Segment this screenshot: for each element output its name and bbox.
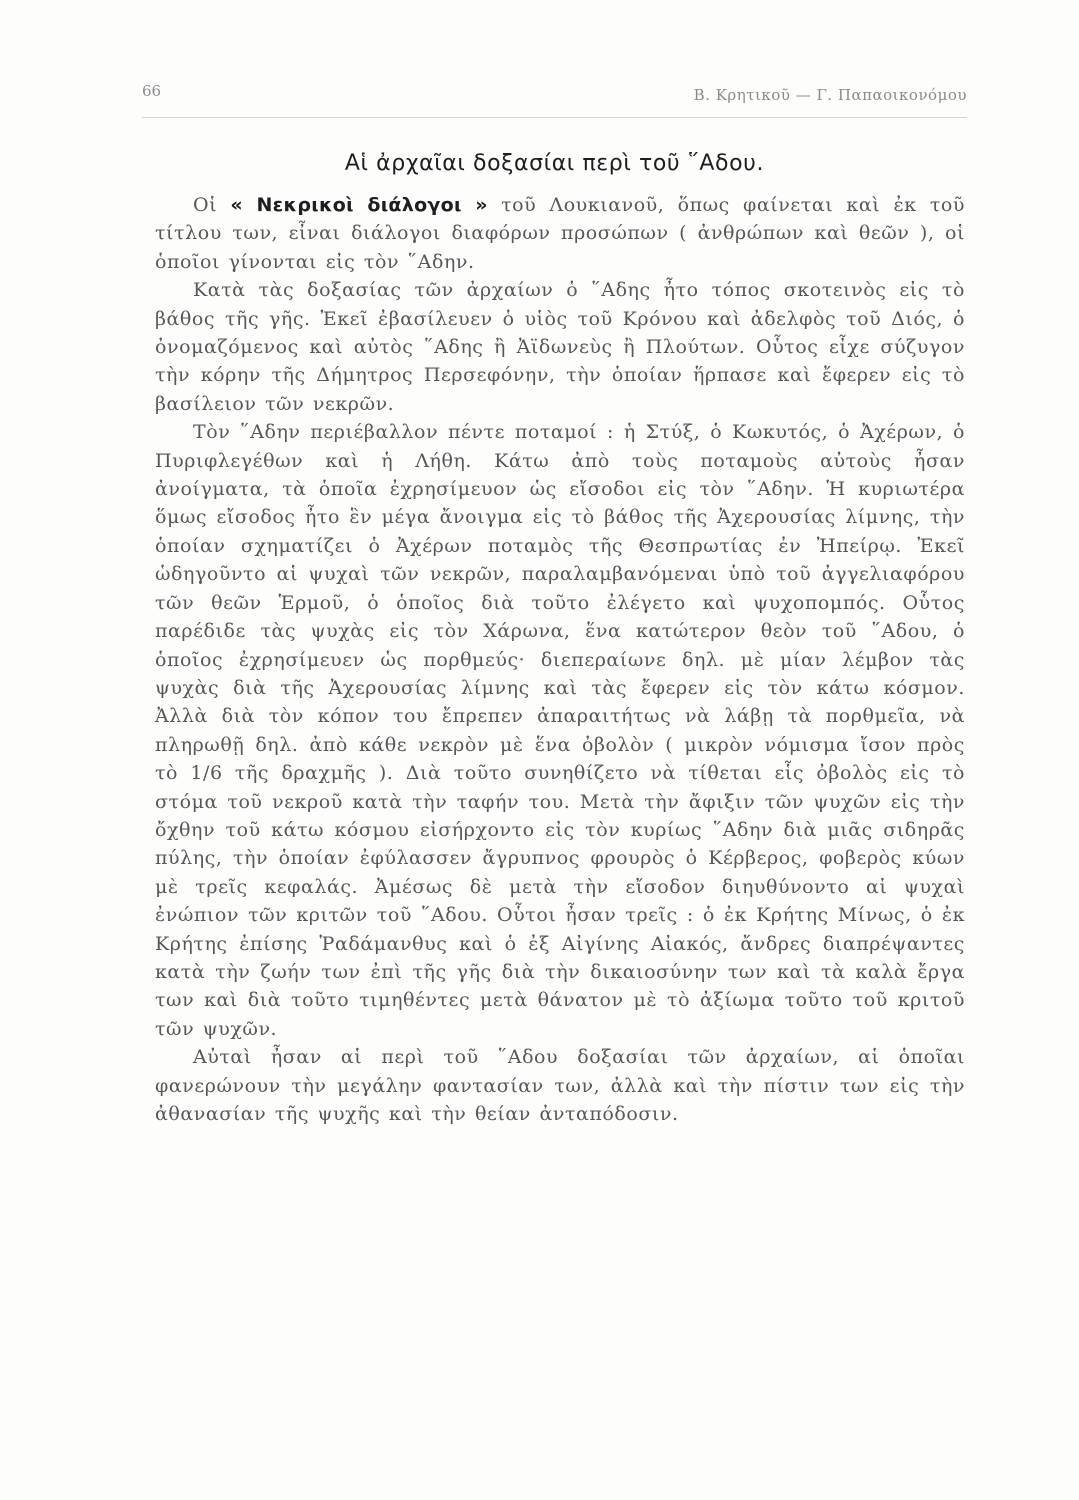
work-title-label: « Νεκρικοὶ διάλογοι » — [230, 194, 488, 216]
article-body — [155, 191, 965, 1128]
page-number: 66 — [142, 82, 162, 100]
article-title: Αἱ ἀρχαῖαι δοξασίαι περὶ τοῦ ῞Αδου. — [344, 151, 765, 176]
running-head — [142, 82, 967, 112]
paragraph-1-rest: τοῦ Λουκιανοῦ, ὅπως φαίνεται καὶ ἐκ τοῦ τίτλου των, εἶναι διάλογοι διαφόρων προσώπων ( ἀνθρώπων καὶ θεῶν ), οἱ ὁποῖοι γίνονται εἰς τὸν ῞Αδην. — [155, 194, 965, 273]
running-title: Β. Κρητικοῦ — Γ. Παπαοικονόμου — [693, 86, 967, 104]
header-divider — [142, 117, 967, 118]
paragraph-2: Κατὰ τὰς δοξασίας τῶν ἀρχαίων ὁ ῞Αδης ἦτο τόπος σκοτεινὸς εἰς τὸ βάθος τῆς γῆς. Ἐκεῖ ἐβασίλευεν ὁ υἱὸς τοῦ Κρόνου καὶ ἀδελφὸς τοῦ Διός, ὁ ὀνομαζόμενος καὶ αὐτὸς ῞Αδης ἢ Ἀϊδωνεὺς ἢ Πλούτων. Οὗτος εἶχε σύζυγον τὴν κόρην τῆς Δήμητρος Περσεφόνην, τὴν ὁποίαν ἥρπασε καὶ ἔφερεν εἰς τὸ βασίλειον τῶν νεκρῶν. — [155, 279, 965, 415]
paragraph-3: Τὸν ῞Αδην περιέβαλλον πέντε ποταμοί : ἡ Στύξ, ὁ Κωκυτός, ὁ Ἀχέρων, ὁ Πυριφλεγέθων καὶ ἡ Λήθη. Κάτω ἀπὸ τοὺς ποταμοὺς αὐτοὺς ἦσαν ἀνοίγματα, τὰ ὁποῖα ἐχρησίμευον ὡς εἴσοδοι εἰς τὸν ῞Αδην. Ἡ κυριωτέρα ὅμως εἴσοδος ἦτο ἓν μέγα ἄνοιγμα εἰς τὸ βάθος τῆς Ἀχερουσίας λίμνης, τὴν ὁποίαν σχηματίζει ὁ Ἀχέρων ποταμὸς τῆς Θεσπρωτίας ἐν Ἠπείρῳ. Ἐκεῖ ὡδηγοῦντο αἱ ψυχαὶ τῶν νεκρῶν, παραλαμβανόμεναι ὑπὸ τοῦ ἀγγελιαφόρου τῶν θεῶν Ἑρμοῦ, ὁ ὁποῖος διὰ τοῦτο ἐλέγετο καὶ ψυχοπομπός. Οὗτος παρέδιδε τὰς ψυχὰς εἰς τὸν Χάρωνα, ἕνα κατώτερον θεὸν τοῦ ῞Αδου, ὁ ὁποῖος ἐχρησίμευεν ὡς πορθμεύς· διεπεραίωνε δηλ. μὲ μίαν λέμβον τὰς ψυχὰς διὰ τῆς Ἀχερουσίας λίμνης καὶ τὰς ἔφερεν εἰς τὸν κάτω κόσμον. Ἀλλὰ διὰ τὸν κόπον του ἔπρεπεν ἀπαραιτήτως νὰ λάβῃ τὰ πορθμεῖα, νὰ πληρωθῇ δηλ. ἀπὸ κάθε νεκρὸν μὲ ἕνα ὀβολὸν ( μικρὸν νόμισμα ἴσον πρὸς τὸ 1/6 τῆς δραχμῆς ). Διὰ τοῦτο συνηθίζετο νὰ τίθεται εἷς ὀβολὸς εἰς τὸ στόμα τοῦ νεκροῦ κατὰ τὴν ταφήν του. Μετὰ τὴν ἄφιξιν τῶν ψυχῶν εἰς τὴν ὄχθην τοῦ κάτω κόσμου εἰσήρχοντο εἰς τὸν κυρίως ῞Αδην διὰ μιᾶς σιδηρᾶς πύλης, τὴν ὁποίαν ἐφύλασσεν ἄγρυπνος φρουρὸς ὁ Κέρβερος, φοβερὸς κύων μὲ τρεῖς κεφαλάς. Ἀμέσως δὲ μετὰ τὴν εἴσοδον διηυθύνοντο αἱ ψυχαὶ ἐνώπιον τῶν κριτῶν τοῦ ῞Αδου. Οὗτοι ἦσαν τρεῖς : ὁ ἐκ Κρήτης Μίνως, ὁ ἐκ Κρήτης ἐπίσης Ῥαδάμανθυς καὶ ὁ ἐξ Αἰγίνης Αἰακός, ἄνδρες διαπρέψαντες κατὰ τὴν ζωήν των ἐπὶ τῆς γῆς διὰ τὴν δικαιοσύνην των καὶ τὰ καλὰ ἔργα των καὶ διὰ τοῦτο τιμηθέντες μετὰ θάνατον μὲ τὸ ἀξίωμα τοῦτο τοῦ κριτοῦ τῶν ψυχῶν. — [155, 421, 965, 1040]
paragraph-1-start: Οἱ — [193, 194, 218, 216]
paragraph-4: Αὐταὶ ἦσαν αἱ περὶ τοῦ ῞Αδου δοξασίαι τῶν ἀρχαίων, αἱ ὁποῖαι φανερώνουν τὴν μεγάλην φαντασίαν των, ἀλλὰ καὶ τὴν πίστιν των εἰς τὴν ἀθανασίαν τῆς ψυχῆς καὶ τὴν θείαν ἀνταπόδοσιν. — [155, 1046, 965, 1125]
paragraph-1 — [155, 191, 965, 276]
